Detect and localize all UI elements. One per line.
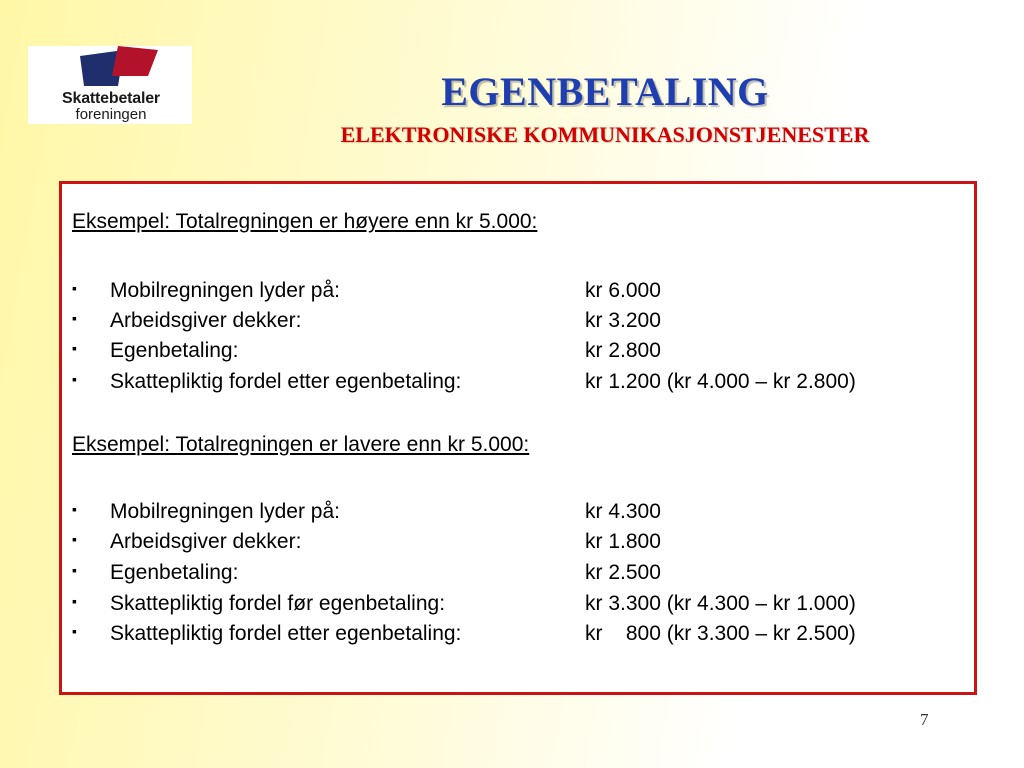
bullet-icon: ▪ [72,310,77,326]
item-label: Skattepliktig fordel etter egenbetaling: [110,622,462,645]
bullet-icon: ▪ [72,623,77,639]
page-title: EGENBETALING [441,69,769,114]
list-item [72,279,972,307]
item-label: Arbeidsgiver dekker: [110,530,302,553]
item-label: Egenbetaling: [110,339,239,362]
item-label: Arbeidsgiver dekker: [110,309,302,332]
item-value: kr 2.800 [585,339,661,362]
item-label: Mobilregningen lyder på: [110,500,340,523]
item-value: kr 1.200 (kr 4.000 – kr 2.800) [585,370,856,393]
example2-heading: Eksempel: Totalregningen er lavere enn kr 5.000: [72,433,530,456]
page-subtitle: ELEKTRONISKE KOMMUNIKASJONSTJENESTER [340,122,870,147]
list-item [72,530,972,558]
content-box [59,181,977,695]
item-value: kr 3.300 (kr 4.300 – kr 1.000) [585,592,856,615]
item-value: kr 1.800 [585,530,661,553]
bullet-icon: ▪ [72,371,77,387]
list-item [72,309,972,337]
bullet-icon: ▪ [72,280,77,296]
item-value: kr 6.000 [585,279,661,302]
item-label: Skattepliktig fordel før egenbetaling: [110,592,446,615]
list-item [72,500,972,528]
list-item [72,370,972,398]
item-label: Skattepliktig fordel etter egenbetaling: [110,370,462,393]
example1-heading: Eksempel: Totalregningen er høyere enn kr 5.000: [72,210,538,233]
bullet-icon: ▪ [72,531,77,547]
page-number: 7 [920,710,929,729]
list-item [72,561,972,589]
bullet-icon: ▪ [72,593,77,609]
bullet-icon: ▪ [72,340,77,356]
logo-text-line2: foreningen [75,106,147,123]
item-value: kr 4.300 [585,500,661,523]
logo-text-line1: Skattebetaler [62,90,160,107]
list-item [72,592,972,620]
bullet-icon: ▪ [72,501,77,517]
skattebetalerforeningen-logo [28,46,192,124]
item-label: Egenbetaling: [110,561,239,584]
item-value: kr 3.200 [585,309,661,332]
logo-mark-icon [78,46,168,90]
list-item [72,339,972,367]
list-item [72,622,972,650]
item-value: kr 2.500 [585,561,661,584]
item-label: Mobilregningen lyder på: [110,279,340,302]
bullet-icon: ▪ [72,562,77,578]
item-value: kr 800 (kr 3.300 – kr 2.500) [585,622,856,645]
